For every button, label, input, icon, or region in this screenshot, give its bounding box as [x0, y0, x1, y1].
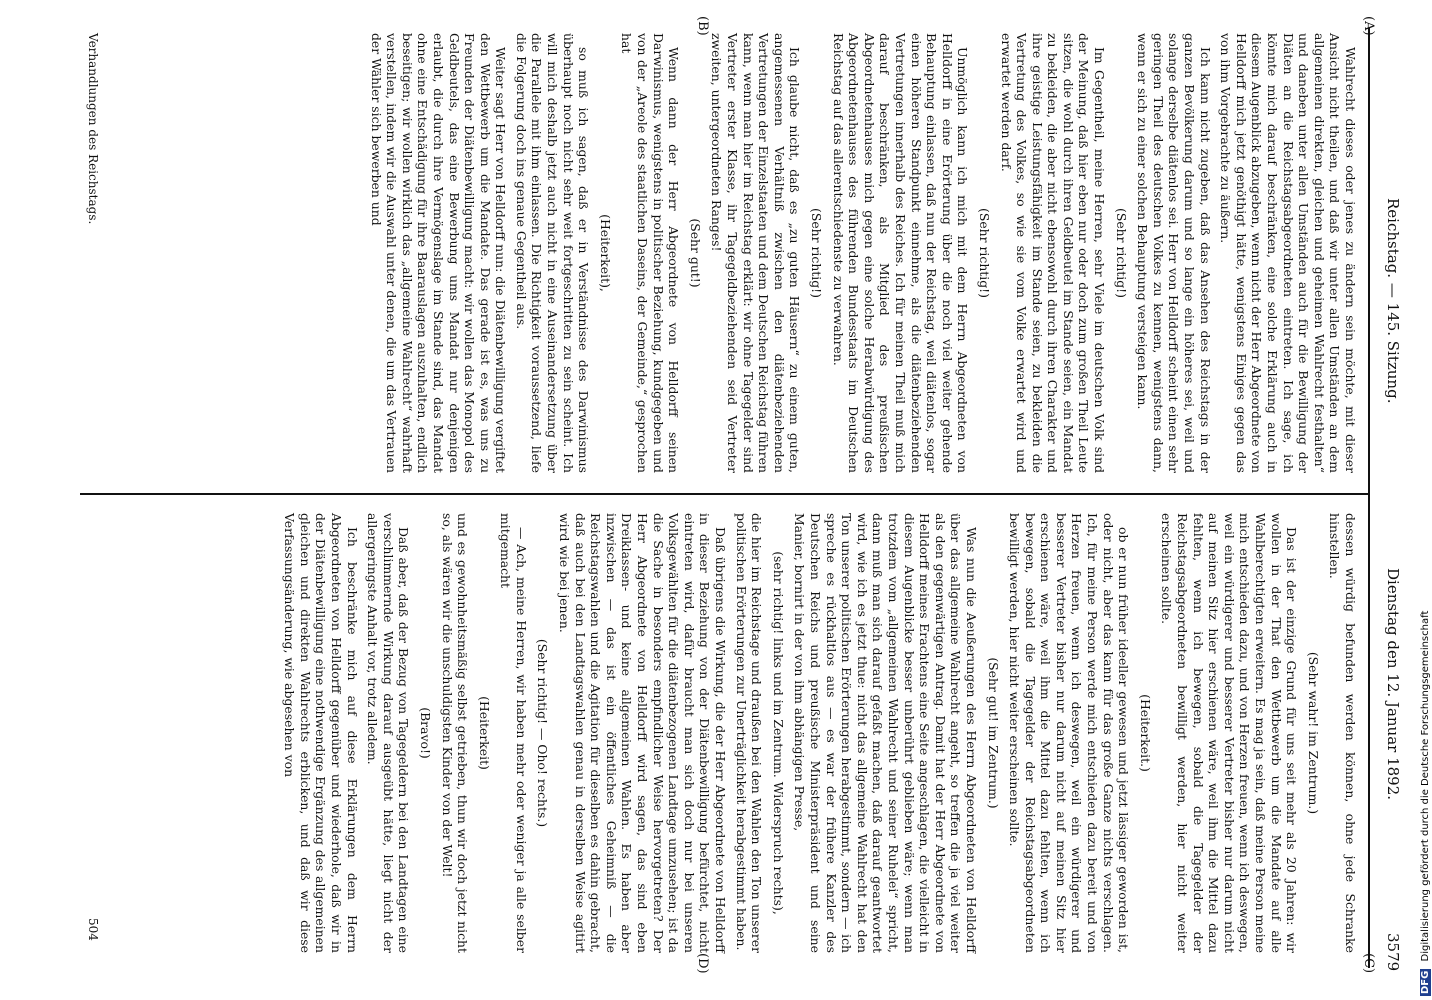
header-right-title: Dienstag den 12. Januar 1892.: [1384, 568, 1402, 801]
dfg-logo: DFG: [1420, 970, 1431, 994]
margin-mark-d: (D): [695, 953, 710, 974]
speech-interjection: (Heiterkeit.): [1137, 694, 1153, 772]
speech-interjection: (Sehr gut!): [687, 218, 703, 288]
speech-paragraph: Ich glaube nicht, daß es „zu guten Häusern“ zu einem guten, angemessenen Verhältniß zwischen den diätenbeziehenden Vertretungen der Einzelstaaten und dem Deutschen Reichstag führen kann, wenn man hier im Reichstag erklärt: wir ohne Tagegelder sind Vertreter erster Klasse, ihr Tagegeldbeziehenden seid Vertreter zweiten, untergeordneten Ranges!: [709, 33, 803, 473]
margin-mark-c: (C): [1361, 953, 1376, 974]
speech-paragraph: dessen würdig befunden werden können, ohne jede Schranke hinstellen.: [1327, 513, 1358, 953]
header-left: [1370, 18, 1410, 483]
speech-paragraph: Unmöglich kann ich mich mit dem Herrn Abgeordneten von Helldorff in eine Erörterung über die noch viel weiter gehende Behauptung einlassen, daß nun der Reichstag, weil diätenlos, sogar einen höheren Standpunkt einnehme, als die diätenbeziehenden Vertretungen innerhalb des Reiches. Ich für meinen Theil muß mich darauf beschränken, als Mitglied des preußischen Abgeordnetenhauses mich gegen eine solche Herabwürdigung des Abgeordnetenhauses des führenden Bundesstaats im Deutschen Reichstag auf das allerentschiedenste zu verwahren.: [830, 33, 971, 473]
left-text-column: [363, 33, 1358, 473]
speech-interjection: (Sehr richtig!): [809, 208, 824, 298]
speech-paragraph: Ich kann nicht zugeben, daß das Ansehen des Reichstags in der ganzen Bevölkerung darum und so lange ein höheres sei, weil und solange derselbe diätenlos sei. Herr von Helldorff scheint einen sehr geringen Theil des deutschen Volkes zu kennen, wenigstens dann, wenn er sich zu einer solchen Behauptung versteigen kann.: [1135, 33, 1213, 473]
speech-paragraph: ob er nun früher ideeller gewesen und jetzt lässiger geworden ist, oder nicht, aber das kann für das große Ganze nichts verschlagen. Ich, für meine Person werde mich entschieden dazu bereit und von Herzen freuen, wenn ich deswegen, weil ein würdigerer und besserer Vertreter bisher nur darum nicht auf meinen Sitz hier erschienen wäre, weil ihm die Mittel dazu fehlten, wenn ich bewegen, sobald die Tagegelder der Reichstagsabgeordneten bewilligt werden, hier nicht weiter erscheinen sollte.: [1007, 513, 1132, 953]
speech-interjection: (Heiterkeit),: [597, 214, 613, 292]
speech-paragraph: und es gewohnheitsmäßig selbst getrieben, thun wir doch jetzt nicht so, als wären wir die unschuldigsten Kinder von der Welt!: [439, 513, 471, 953]
speech-interjection: (Sehr richtig!): [1113, 208, 1129, 298]
margin-mark-b: (B): [695, 16, 710, 36]
margin-mark-a: (A): [1361, 16, 1376, 36]
speech-paragraph: Im Gegentheil, meine Herren, sehr Viele im deutschen Volk sind der Meinung, daß hier eben nur oder doch zum großen Theil Leute sitzen, die wohl durch ihren Geldbeutel im Stande seien, ein Mandat zu bekleiden, die aber nicht ebensowohl durch ihren Charakter und ihre geistige Leistungsfähigkeit im Stande seien, zu bekleiden die Vertretung des Volkes, so wie sie vom Volke erwartet wird und erwartet werden darf.: [998, 33, 1108, 473]
column-rule: [80, 493, 1370, 495]
footer-left: Verhandlungen des Reichstags.: [86, 33, 100, 225]
speech-paragraph: die hier im Reichstage und draußen bei den Wahlen den Ton unserer politischen Erörterungen zur Unerträglichkeit herabgestimmt haben.: [733, 513, 765, 953]
speech-interjection: (Sehr richtig! — Oho! rechts.): [535, 638, 551, 828]
footer-page-number: 504: [86, 918, 100, 941]
credit-text: Digitalisierung gefördert durch die Deutsche Forschungsgemeinschaft: [1420, 610, 1431, 962]
right-text-column: [277, 513, 1358, 953]
digitization-credit: [1420, 611, 1431, 996]
rotated-page: [70, 18, 1410, 978]
speech-paragraph: Daß aber, daß der Bezug von Tagegeldern bei den Landtagen eine verschlimmernde Wirkung darauf ausgeübt hätte, liegt nicht der allergeringste Anhalt vor, trotz alledem.: [365, 513, 412, 953]
speech-paragraph: Das ist der einzige Grund für uns seit mehr als 20 Jahren: wir wollen in der That den Wettbewerb um die Mandate auf alle Wahlberechtigten erweitern. Es mag ja sein, daß meine Person meine mich entschieden dazu, und von Herzen freuen, wenn ich deswegen, weil ein würdigerer und besserer Vertreter bisher nur darum nicht auf meinen Sitz hier erschienen wäre, weil ihm die Mittel dazu fehlten, wenn ich bewegen, sobald die Tagegelder der Reichstagsabgeordneten bewilligt werden, hier nicht weiter erscheinen sollte.: [1159, 513, 1300, 953]
speech-interjection: (sehr richtig! links und im Zentrum. Widerspruch rechts),: [770, 551, 786, 915]
speech-paragraph: Ich beschränke mich auf diese Erklärungen dem Herrn Abgeordneten von Helldorff gegenüber und wiederhole, daß wir in der Diätenbewilligung eine nothwendige Ergänzung des allgemeinen gleichen und direkten Wahlrechts erblicken, und daß wir diese Verfassungsänderung, wie abgesehen von: [282, 513, 360, 953]
speech-interjection: (Heiterkeit): [476, 696, 492, 770]
header-right: [1370, 508, 1410, 978]
speech-interjection: (Bravo!): [417, 707, 433, 759]
speech-interjection: (Sehr gut! im Zentrum.): [985, 657, 1001, 809]
header-rule: [1368, 28, 1370, 968]
header-left-title: Reichstag. — 145. Sitzung.: [1384, 198, 1402, 404]
speech-interjection: (Sehr wahr! im Zentrum.): [1305, 651, 1321, 815]
speech-paragraph: Wenn dann der Herr Abgeordnete von Helldorff seinen Darwinismus, wenigstens in politischer Beziehung, kundgegeben und von der „Areole des staatlichen Daseins, der Gemeinde,“ gesprochen hat: [619, 33, 682, 473]
speech-interjection: (Sehr richtig!): [976, 208, 992, 298]
speech-paragraph: — Ach, meine Herren, wir haben mehr oder weniger ja alle selber mitgemacht: [498, 513, 529, 953]
speech-paragraph: so muß ich sagen, daß er in Verständnisse des Darwinismus überhaupt noch nicht sehr weit fortgeschritten zu sein scheint. Ich will mich deshalb jetzt auch nicht in eine Auseinandersetzung über die Parallele mit ihm einlassen. Die Richtigkeit voraussetzend, liefe die Folgerung doch ins genaue Gegentheil aus.: [513, 33, 592, 473]
speech-paragraph: Was nun die Aeußerungen des Herrn Abgeordneten von Helldorff über das allgemeine Wahlrecht angeht, so treffen die ja viel weiter als den gegenwärtigen Antrag. Damit hat der Herr Abgeordnete von Helldorff meines Erachtens eine Seite angeschlagen, die vielleicht in diesem Augenblicke besser unberührt geblieben wäre; wenn man trotzdem vom „allgemeinen Wahlrecht und seiner Ruhelei“ spricht, dann muß man sich darauf gefaßt machen, daß darauf geantwortet wird, wie ich es jetzt thue: nicht das allgemeine Wahlrecht hat den Ton unserer politischen Erörterungen herabgestimmt, sondern — ich spreche es rückhaltlos aus — es war der frühere Kanzler des Deutschen Reichs und preußische Ministerpräsident und seine Manier, bornirt in der von ihm abhängigen Presse,: [792, 513, 979, 953]
speech-paragraph: Daß übrigens die Wirkung, die der Herr Abgeordnete von Helldorff in dieser Beziehung von der Diätenbewilligung befürchtet, nicht eintreten wird, dafür braucht man sich doch nur bei unseren Volksgewählten für die diätenbezogenen Landtage umzusehen; ist da die Sache in besonders empfindlicher Weise hervorgetreten? Der Herr Abgeordnete von Helldorff wird sagen, das sind eben Dreiklassen- und keine allgemeinen Wahlen. Es haben aber inzwischen — das ist ein öffentliches Geheimniß — die Reichstagswahlen und die Agitation für dieselben es dahin gebracht, daß auch bei den Landtagswahlen genau in derselben Weise agitirt wird wie bei jenen.: [557, 513, 729, 953]
speech-paragraph: Weiter sagt Herr von Helldorff nun: die Diätenbewilligung vergiftet den Wettbewerb um die Mandate. Das gerade ist es, was uns zu Freunden der Diätenbewilligung macht: wir wollen das Monopol des Geldbeutels, das eine Bewerbung ums Mandat nur denjenigen erlaubt, die durch ihre Vermögenslage im Stande sind, das Mandat ohne eine Entschädigung für ihre Baarauslagen auszuhalten, endlich beseitigen; wir wollen wirklich das „allgemeine Wahlrecht“ wahrhaft verstellen, indem wir die Auswahl unter denen, die um das Vertrauen der Wähler sich bewerben und: [368, 33, 509, 473]
speech-paragraph: Wahlrecht dieses oder jenes zu ändern sein möchte, mit dieser Ansicht nicht theilen, und daß wir unter allen Umständen an dem allgemeinen direkten, gleichen und geheimen Wahlrecht festhalten“ und daneben unter allen Umständen auch für die Bewilligung der Diäten an die Reichstagsabgeordneten eintreten. Ich sage, ich könnte mich darauf beschränken, eine solche Erklärung auch in diesem Augenblick abzugeben, wenn nicht der Herr Abgeordnete von Helldorff mich jetzt genöthigt hätte, wenigstens Einiges gegen das von ihm Vorgebrachte zu äußern.: [1218, 33, 1358, 473]
page-number: 3579: [1384, 933, 1402, 972]
